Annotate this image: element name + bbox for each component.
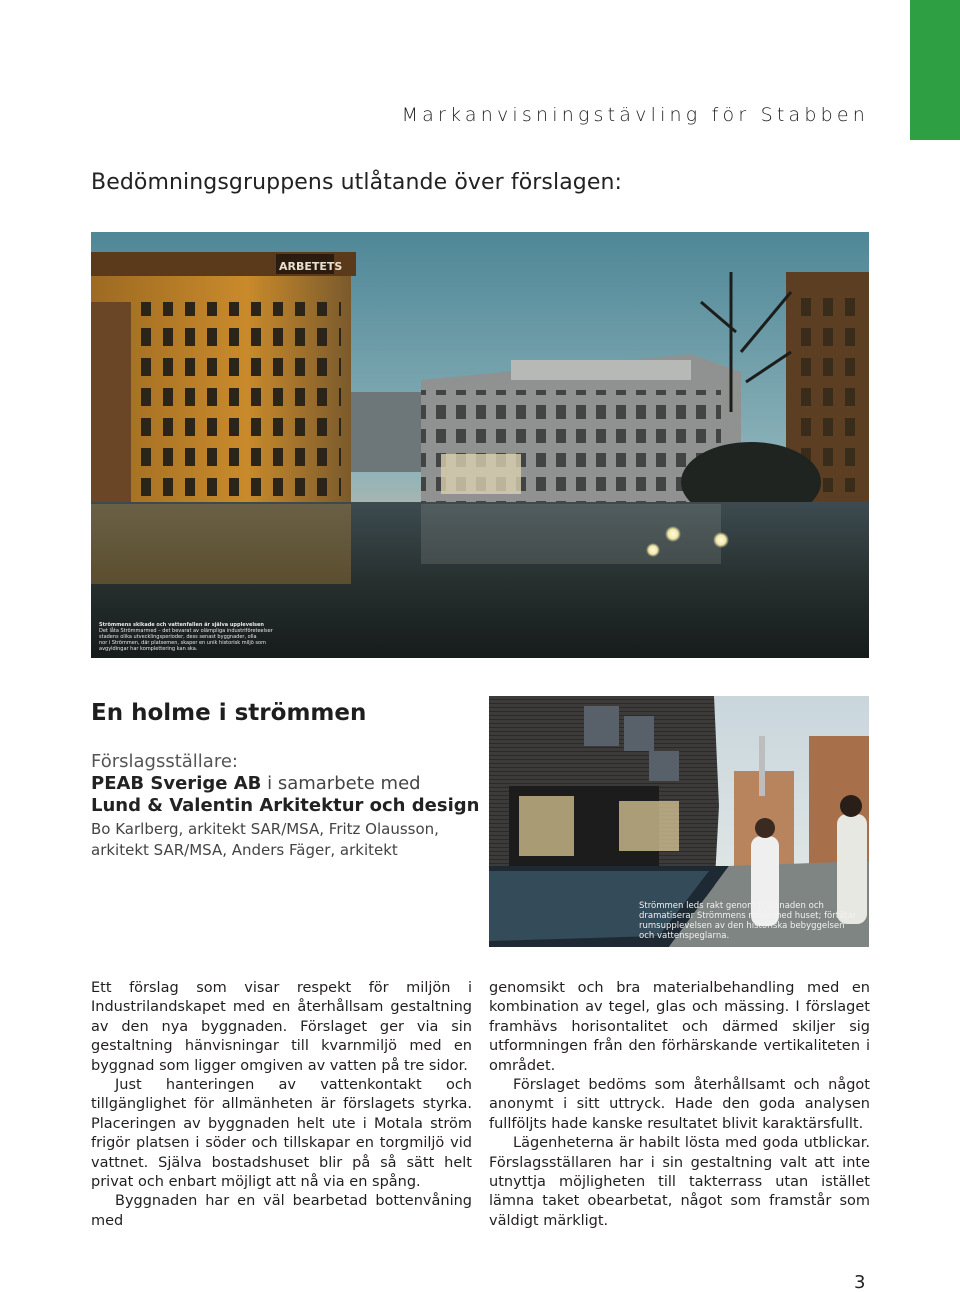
company-name: PEAB Sverige AB — [91, 773, 262, 794]
green-corner-tab — [910, 0, 960, 140]
hero-caption-line: Det låta Strömmarmed – det bevarat av olämpliga industriföreteelser — [99, 628, 273, 634]
channel-caption-line: rumsupplevelsen av den historiska bebyggelsen — [639, 921, 845, 931]
body-paragraph: genomsikt och bra materialbehandling med en kombination av tegel, glas och mässing. I förslaget framhävs horisontalitet och därmed skiljer sig utformningen från den förhärskande vertikaliteten i området. — [489, 980, 870, 1074]
hero-caption-line: Strömmens skikade och vattenfallen är själva upplevelsen — [99, 622, 264, 628]
body-paragraph: Just hanteringen av vattenkontakt och tillgänglighet för allmänheten är förslagets styrka. Placeringen av byggnaden helt ute i Motala ström frigör platsen i söder och tillskapar en torgmiljö vid vattnet. Själva bostadshuset blir på så sätt helt privat och enbart möjligt att nå via en spång. — [91, 1077, 472, 1191]
section-heading: Bedömningsgruppens utlåtande över förslagen: — [91, 170, 623, 195]
hero-caption-line: stadens olika utvecklingsperioder, dess senast byggnader, olla — [99, 634, 257, 640]
hero-rendering-image — [91, 232, 869, 658]
hero-caption-line: nor i Strömmen, där platsemen, skaper en unik historisk miljö som — [99, 640, 266, 646]
company-line — [91, 773, 481, 795]
body-column-right — [489, 979, 870, 1231]
partner-name: Lund & Valentin Arkitektur och design — [91, 795, 480, 816]
body-column-left — [91, 979, 472, 1231]
channel-caption-line: dramatiserar Strömmens möte med huset; förtätar — [639, 911, 857, 921]
body-paragraph: Lägenheterna är habilt lösta med goda utblickar. Förslagsställaren har i sin gestaltning valt att inte utnyttja möjligheten till takterrass utan istället lämna taket obearbetat, något som framstår som väldigt märkligt. — [489, 1135, 870, 1229]
project-credits — [91, 751, 481, 861]
body-paragraph: Byggnaden har en väl bearbetad bottenvåning med — [91, 1193, 472, 1229]
project-title: En holme i strömmen — [91, 700, 367, 726]
running-header: Markanvisningstävling för Stabben — [401, 104, 869, 126]
proposer-label: Förslagsställare: — [91, 751, 238, 772]
hero-caption-line: avgyldingar har komplettering kan ska. — [99, 646, 198, 652]
channel-caption-line: och vattenspeglarna. — [639, 931, 730, 941]
channel-rendering-image — [489, 696, 869, 947]
page-number: 3 — [854, 1272, 866, 1292]
company-suffix: i samarbete med — [261, 773, 421, 794]
body-paragraph: Ett förslag som visar respekt för miljön i Industrilandskapet med en återhållsam gestaltning av den nya byggnaden. Förslaget ger via sin gestaltning hänvisningar till kvarnmiljö med en byggnad som ligger omgiven av vatten på tre sidor. — [91, 980, 472, 1074]
channel-caption-line: Strömmen leds rakt genom byggnaden och — [639, 901, 824, 911]
body-paragraph: Förslaget bedöms som återhållsamt och något anonymt i sitt uttryck. Hade den goda analysen fullföljts hade kanske resultatet blivit karaktärsfullt. — [489, 1077, 870, 1132]
architects-list: Bo Karlberg, arkitekt SAR/MSA, Fritz Olausson, arkitekt SAR/MSA, Anders Fäger, arkitekt — [91, 820, 439, 859]
building-sign-text: ARBETETS — [279, 260, 343, 273]
